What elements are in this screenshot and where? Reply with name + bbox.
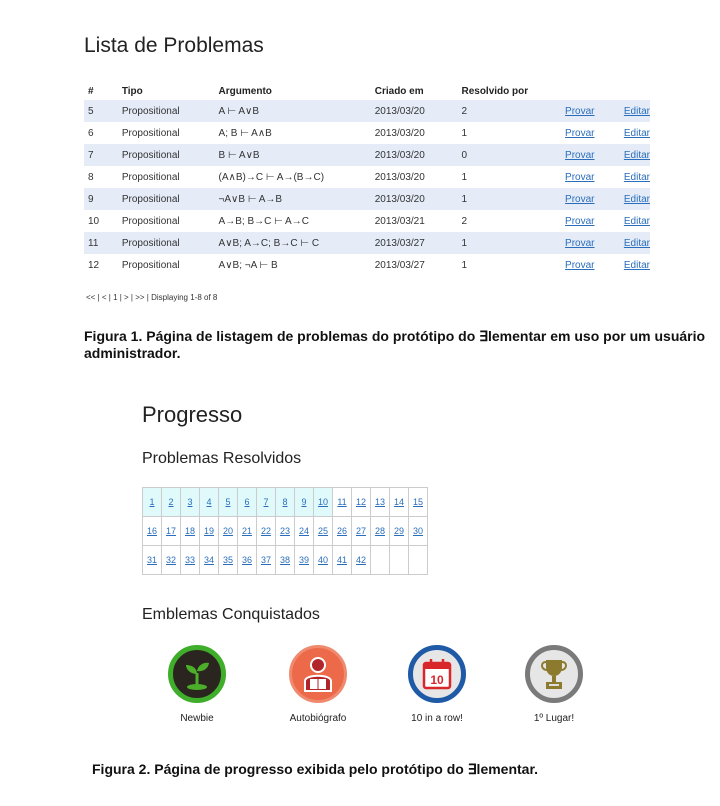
grid-cell <box>390 517 409 546</box>
badge-label: Newbie <box>180 713 214 724</box>
table-row <box>84 100 650 122</box>
problem-link[interactable]: 26 <box>336 526 347 536</box>
editar-link-cell <box>620 144 650 166</box>
problem-argument: B ⊢ A∨B <box>215 144 371 166</box>
col-header-editar <box>620 82 650 100</box>
grid-cell <box>200 488 219 517</box>
problem-type: Propositional <box>118 188 215 210</box>
col-header-tipo: Tipo <box>121 85 143 97</box>
problem-list-title: Lista de Problemas <box>84 34 264 57</box>
problem-link[interactable]: 18 <box>184 526 195 536</box>
problem-number: 5 <box>84 100 118 122</box>
problem-link[interactable]: 12 <box>355 497 366 507</box>
problem-link[interactable]: 39 <box>298 555 309 565</box>
solved-problems-grid <box>142 487 428 575</box>
grid-cell <box>352 488 371 517</box>
grid-cell <box>314 517 333 546</box>
provar-link-cell <box>561 210 620 232</box>
problem-type: Propositional <box>121 259 180 271</box>
problem-number: 7 <box>84 144 118 166</box>
provar-link[interactable]: Provar <box>565 171 595 183</box>
problem-argument: A∨B; A→C; B→C ⊢ C <box>215 232 371 254</box>
provar-link-cell <box>561 188 620 210</box>
problem-solved-by: 2 <box>461 215 468 227</box>
grid-cell <box>162 517 181 546</box>
problem-created: 2013/03/20 <box>371 188 458 210</box>
editar-link-cell <box>620 210 650 232</box>
problem-link[interactable]: 17 <box>165 526 176 536</box>
col-header-provar <box>561 82 620 100</box>
grid-cell <box>219 546 238 575</box>
grid-cell <box>390 488 409 517</box>
badge-label: 10 in a row! <box>411 713 463 724</box>
editar-link-cell <box>620 188 650 210</box>
problem-link[interactable]: 11 <box>337 497 347 507</box>
problem-link[interactable]: 40 <box>317 555 328 565</box>
problem-link[interactable]: 35 <box>222 555 233 565</box>
figure-2-caption: Figura 2. Página de progresso exibida pelo protótipo do ∃lementar. <box>92 761 539 777</box>
problem-link[interactable]: 16 <box>146 526 157 536</box>
problem-number: 12 <box>88 259 100 271</box>
problem-argument: A; B ⊢ A∧B <box>218 127 272 139</box>
provar-link-cell <box>561 144 620 166</box>
problem-link[interactable]: 6 <box>244 497 250 507</box>
grid-cell <box>314 488 333 517</box>
problem-link[interactable]: 20 <box>222 526 233 536</box>
problem-link[interactable]: 13 <box>374 497 385 507</box>
problem-link[interactable]: 25 <box>317 526 328 536</box>
grid-cell <box>162 488 181 517</box>
provar-link[interactable]: Provar <box>565 149 595 161</box>
editar-link[interactable]: Editar <box>623 149 650 161</box>
problem-solved-by: 1 <box>457 188 561 210</box>
problem-solved-by: 2 <box>457 100 561 122</box>
problem-link[interactable]: 31 <box>146 555 157 565</box>
problem-type: Propositional <box>121 127 180 139</box>
problem-link[interactable]: 34 <box>203 555 214 565</box>
problem-solved-by: 1 <box>457 232 561 254</box>
editar-link[interactable]: Editar <box>623 259 650 271</box>
editar-link[interactable]: Editar <box>623 127 650 139</box>
problem-link[interactable]: 8 <box>282 497 288 507</box>
problem-solved-by: 1 <box>461 171 468 183</box>
provar-link-cell <box>561 122 620 144</box>
grid-cell <box>295 517 314 546</box>
editar-link[interactable]: Editar <box>623 193 650 205</box>
trophy-icon <box>525 645 583 703</box>
badge-primeiro-lugar <box>504 645 604 724</box>
grid-cell <box>257 546 276 575</box>
grid-cell <box>390 546 409 575</box>
problem-link[interactable]: 15 <box>412 497 423 507</box>
grid-cell <box>295 488 314 517</box>
badge-autobiografo <box>268 645 368 724</box>
problem-link[interactable]: 3 <box>187 497 193 507</box>
problem-solved-by: 1 <box>461 127 468 139</box>
editar-link-cell <box>620 254 650 276</box>
problem-argument: A ⊢ A∨B <box>215 100 371 122</box>
problem-created: 2013/03/21 <box>374 215 425 227</box>
problem-link[interactable]: 30 <box>412 526 423 536</box>
table-row <box>84 232 650 254</box>
grid-cell <box>409 517 428 546</box>
grid-cell <box>333 517 352 546</box>
provar-link-cell <box>561 232 620 254</box>
problem-link[interactable]: 1 <box>149 497 155 507</box>
problem-link[interactable]: 22 <box>260 526 271 536</box>
problem-number: 9 <box>84 188 118 210</box>
col-header-resolvido-por: Resolvido por <box>461 85 529 97</box>
grid-cell <box>219 517 238 546</box>
grid-row <box>143 517 428 546</box>
calendar-icon <box>408 645 466 703</box>
table-row <box>84 144 650 166</box>
provar-link[interactable]: Provar <box>565 237 595 249</box>
problem-link[interactable]: 38 <box>279 555 290 565</box>
editar-link-cell <box>620 232 650 254</box>
grid-cell <box>143 488 162 517</box>
problem-created: 2013/03/27 <box>374 259 425 271</box>
problem-number: 6 <box>88 127 94 139</box>
provar-link-cell <box>561 100 620 122</box>
problem-link[interactable]: 23 <box>279 526 290 536</box>
grid-cell <box>238 488 257 517</box>
problem-table <box>84 82 650 276</box>
grid-cell <box>314 546 333 575</box>
problem-argument: A∨B; ¬A ⊢ B <box>218 259 278 271</box>
grid-cell <box>276 488 295 517</box>
grid-cell <box>352 517 371 546</box>
grid-cell <box>143 517 162 546</box>
grid-cell <box>162 546 181 575</box>
problem-link[interactable]: 29 <box>393 526 404 536</box>
grid-cell <box>409 546 428 575</box>
problem-link[interactable]: 33 <box>184 555 195 565</box>
grid-cell <box>409 488 428 517</box>
badge-10-in-a-row <box>387 645 487 724</box>
grid-cell <box>276 517 295 546</box>
provar-link-cell <box>561 254 620 276</box>
col-header-number: # <box>88 85 94 97</box>
problem-link[interactable]: 21 <box>241 526 252 536</box>
grid-cell <box>333 546 352 575</box>
grid-cell <box>181 546 200 575</box>
reader-icon <box>289 645 347 703</box>
editar-link-cell <box>620 166 650 188</box>
grid-cell <box>257 488 276 517</box>
editar-link[interactable]: Editar <box>623 237 650 249</box>
problem-solved-by: 1 <box>461 259 468 271</box>
problem-type: Propositional <box>118 232 215 254</box>
badge-label: 1º Lugar! <box>533 713 575 724</box>
problem-link[interactable]: 2 <box>168 497 174 507</box>
grid-cell <box>200 517 219 546</box>
badges-title: Emblemas Conquistados <box>142 606 320 623</box>
grid-cell <box>371 488 390 517</box>
problem-type: Propositional <box>118 100 215 122</box>
problem-argument: (A∧B)→C ⊢ A→(B→C) <box>218 171 325 183</box>
provar-link[interactable]: Provar <box>565 105 595 117</box>
editar-link[interactable]: Editar <box>623 105 650 117</box>
grid-cell <box>181 517 200 546</box>
calendar-number: 10 <box>430 673 444 687</box>
problem-created: 2013/03/27 <box>371 232 458 254</box>
problem-link[interactable]: 9 <box>301 497 307 507</box>
table-header-row <box>84 82 650 100</box>
problem-created: 2013/03/20 <box>371 144 458 166</box>
problem-link[interactable]: 7 <box>263 497 269 507</box>
table-row <box>84 188 650 210</box>
grid-row <box>143 546 428 575</box>
provar-link-cell <box>561 166 620 188</box>
problem-link[interactable]: 27 <box>355 526 366 536</box>
editar-link[interactable]: Editar <box>623 171 650 183</box>
grid-cell <box>333 488 352 517</box>
sprout-icon <box>168 645 226 703</box>
grid-cell <box>371 546 390 575</box>
problem-link[interactable]: 5 <box>225 497 231 507</box>
problem-number: 10 <box>88 215 100 227</box>
badge-newbie <box>147 645 247 724</box>
table-row <box>84 210 650 232</box>
editar-link-cell <box>620 122 650 144</box>
problem-link[interactable]: 37 <box>260 555 271 565</box>
problem-created: 2013/03/20 <box>374 127 425 139</box>
grid-cell <box>143 546 162 575</box>
problem-number: 11 <box>84 232 118 254</box>
grid-cell <box>200 546 219 575</box>
problem-link[interactable]: 24 <box>298 526 309 536</box>
table-row <box>84 254 650 276</box>
problem-solved-by: 0 <box>457 144 561 166</box>
grid-cell <box>276 546 295 575</box>
problem-link[interactable]: 4 <box>206 497 212 507</box>
problem-argument: ¬A∨B ⊢ A→B <box>215 188 371 210</box>
provar-link[interactable]: Provar <box>565 193 595 205</box>
problem-link[interactable]: 36 <box>241 555 252 565</box>
grid-row <box>143 488 428 517</box>
editar-link-cell <box>620 100 650 122</box>
problem-number: 8 <box>88 171 94 183</box>
problem-created: 2013/03/20 <box>371 100 458 122</box>
progress-title: Progresso <box>142 402 243 427</box>
problem-link[interactable]: 19 <box>203 526 214 536</box>
solved-problems-title: Problemas Resolvidos <box>142 450 302 467</box>
grid-cell <box>219 488 238 517</box>
table-row <box>84 166 650 188</box>
figure-1-caption: Figura 1. Página de listagem de problemas do protótipo do ∃lementar em uso por um usuário administrador. <box>84 328 706 361</box>
provar-link[interactable]: Provar <box>565 215 595 227</box>
grid-cell <box>181 488 200 517</box>
badge-label: Autobiógrafo <box>289 713 347 724</box>
provar-link[interactable]: Provar <box>565 259 595 271</box>
grid-cell <box>257 517 276 546</box>
grid-cell <box>238 546 257 575</box>
grid-cell <box>352 546 371 575</box>
problem-type: Propositional <box>121 171 180 183</box>
grid-cell <box>295 546 314 575</box>
problem-link[interactable]: 32 <box>165 555 176 565</box>
col-header-argumento: Argumento <box>218 85 272 97</box>
pagination[interactable]: << | < | 1 | > | >> | Displaying 1-8 of 8 <box>86 293 218 302</box>
problem-link[interactable]: 42 <box>355 555 366 565</box>
problem-link[interactable]: 28 <box>374 526 385 536</box>
problem-created: 2013/03/20 <box>374 171 425 183</box>
provar-link[interactable]: Provar <box>565 127 595 139</box>
grid-cell <box>371 517 390 546</box>
problem-type: Propositional <box>118 144 215 166</box>
problem-argument: A→B; B→C ⊢ A→C <box>218 215 309 227</box>
table-row <box>84 122 650 144</box>
problem-link[interactable]: 10 <box>317 497 328 507</box>
problem-link[interactable]: 41 <box>336 555 347 565</box>
problem-type: Propositional <box>121 215 180 227</box>
grid-cell <box>238 517 257 546</box>
problem-link[interactable]: 14 <box>393 497 404 507</box>
editar-link[interactable]: Editar <box>623 215 650 227</box>
col-header-criado-em: Criado em <box>374 85 424 97</box>
